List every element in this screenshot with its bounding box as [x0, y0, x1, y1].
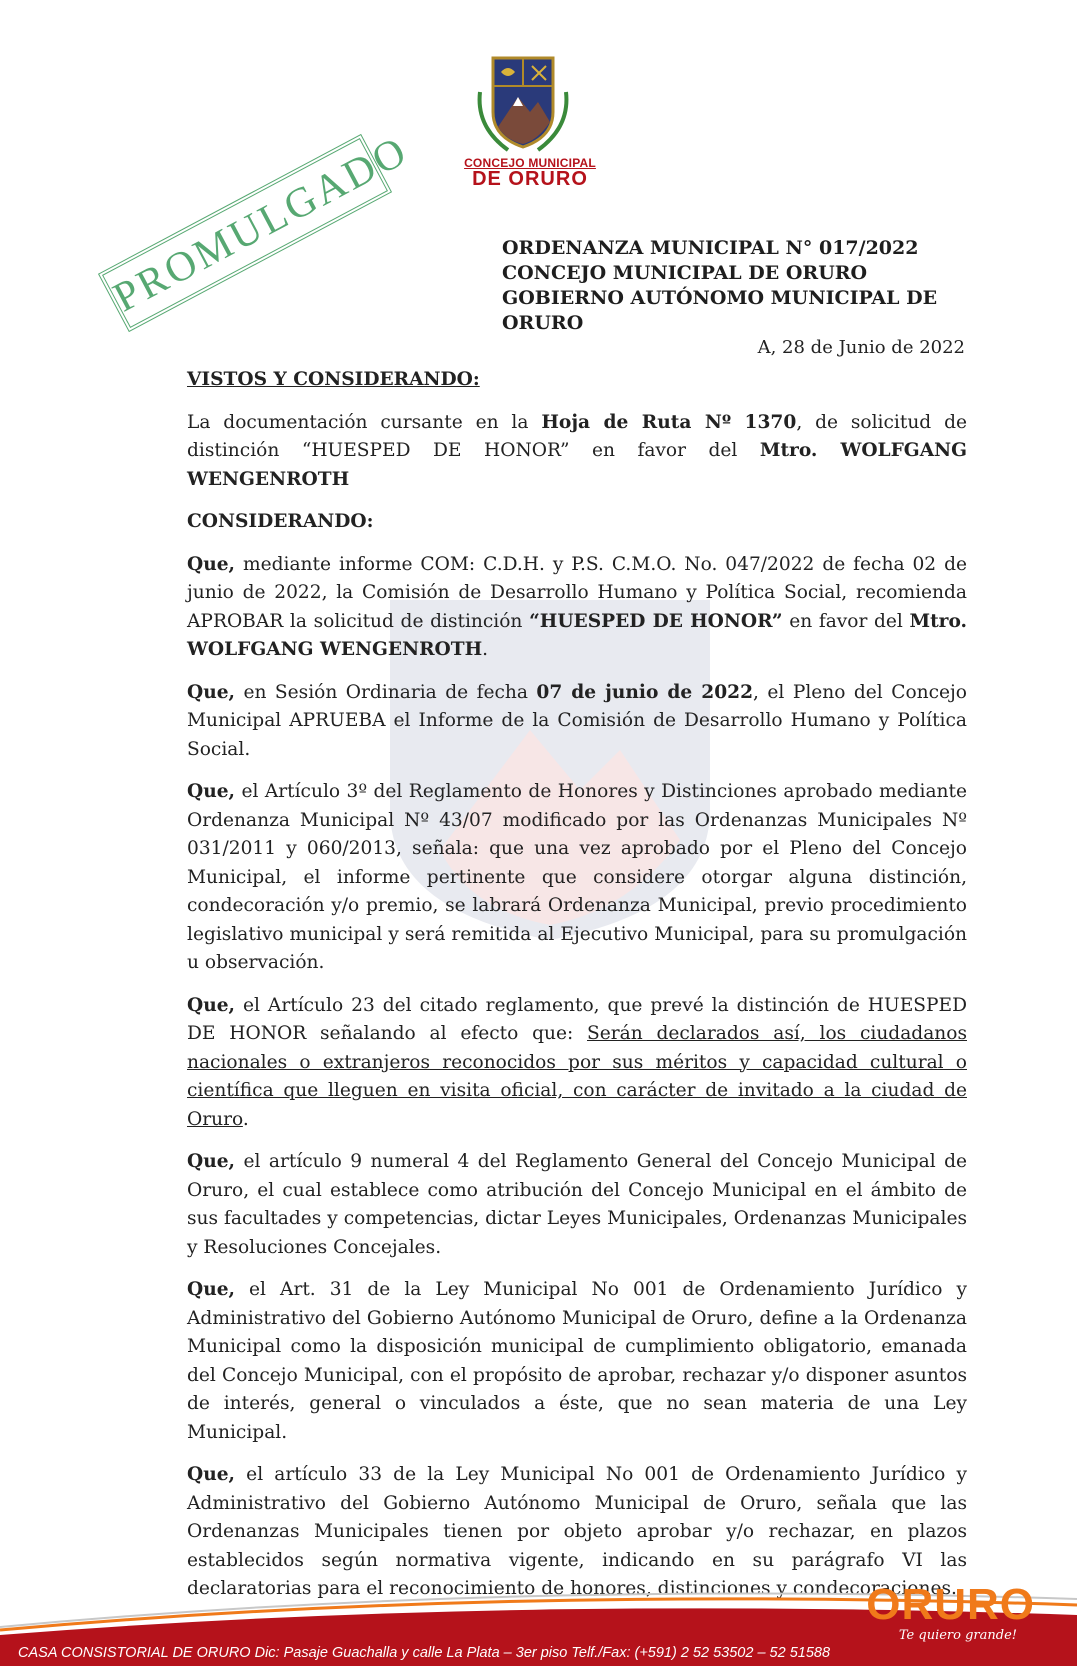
document-body [187, 366, 967, 1618]
bold-span: “HUESPED DE HONOR” [529, 610, 783, 632]
promulgado-stamp: PROMULGADO [98, 134, 392, 332]
paragraph-que-6 [187, 1276, 967, 1447]
underlined-quote: Serán declarados así, los ciudadanos nacionales o extranjeros reconocidos por sus méritos y capacidad cultural o científica que lleguen en visita oficial, con carácter de invitado a la ciudad de Oruro [187, 1023, 967, 1130]
lead-word: Que, [187, 1151, 236, 1172]
text-span: en favor del [782, 610, 910, 632]
text-span: el artículo 33 de la Ley Municipal No 001 de Ordenamiento Jurídico y Administrativo del Gobierno Autónomo Municipal de Oruro, señala que las Ordenanzas Municipales tienen por objeto aprobar y/o rechazar, en plazos establecidos según normativa vigente, indicando en su parágrafo VI las declaratorias para el reconocimiento de honores, distinciones y condecoraciones. [187, 1464, 967, 1599]
lead-word: Que, [187, 1464, 236, 1485]
paragraph-que-2 [187, 679, 967, 765]
text-span: en Sesión Ordinaria de fecha [235, 681, 537, 703]
lead-word: Que, [187, 994, 236, 1016]
bold-span: Mtro. WOLFGANG WENGENROTH [187, 610, 968, 660]
footer-oruro-logo: ORURO [866, 1580, 1035, 1629]
document-date: A, 28 de Junio de 2022 [757, 337, 965, 358]
paragraph-que-1 [187, 551, 967, 665]
text-span: La documentación cursante en la [187, 411, 542, 433]
text-span: . [242, 1108, 249, 1130]
municipal-crest-logo [468, 52, 578, 157]
footer-slogan: Te quiero grande! [898, 1628, 1017, 1643]
paragraph-que-3 [187, 778, 967, 978]
lead-word: Que, [187, 1279, 236, 1300]
footer-address: CASA CONSISTORIAL DE ORURO Dic: Pasaje Guachalla y calle La Plata – 3er piso Telf./Fax: (+591) 2 52 53502 – 52 51588 [18, 1645, 831, 1661]
text-span: mediante informe COM: C.D.H. y P.S. C.M.O. No. 047/2022 de fecha 02 de junio de 2022, la Comisión de Desarrollo Humano y Política Social, recomienda APROBAR la solicitud de distinción [187, 553, 967, 632]
text-span: , el Pleno del Concejo Municipal APRUEBA el Informe de la Comisión de Desarrollo Humano y Política Social. [187, 681, 967, 760]
text-span: , de solicitud de distinción “HUESPED DE HONOR” en favor del [187, 411, 967, 461]
paragraph-vistos [187, 409, 967, 495]
heading-line-government: GOBIERNO AUTÓNOMO MUNICIPAL DE ORURO [502, 287, 938, 334]
paragraph-que-5 [187, 1148, 967, 1262]
text-span: el Art. 31 de la Ley Municipal No 001 de Ordenamiento Jurídico y Administrativo del Gobierno Autónomo Municipal de Oruro, define a la Ordenanza Municipal como la disposición municipal de cumplimiento obligatorio, emanada del Concejo Municipal, con el propósito de aprobar, rechazar y/o disponer asuntos de interés, general o vinculados a éste, que no sean materia de una Ley Municipal. [187, 1279, 967, 1443]
bold-span: Mtro. WOLFGANG WENGENROTH [187, 440, 967, 490]
lead-word: Que, [187, 681, 236, 703]
section-vistos-heading: VISTOS Y CONSIDERANDO: [187, 369, 480, 390]
heading-line-ordinance: ORDENANZA MUNICIPAL N° 017/2022 [502, 237, 919, 259]
crest-caption-bottom: DE ORURO [472, 168, 588, 190]
crest-caption-top: CONCEJO MUNICIPAL [464, 156, 596, 170]
text-span: el Artículo 23 del citado reglamento, que prevé la distinción de HUESPED DE HONOR señalando al efecto que: [187, 994, 967, 1044]
heading-line-council: CONCEJO MUNICIPAL DE ORURO [502, 262, 868, 284]
text-span: el artículo 9 numeral 4 del Reglamento General del Concejo Municipal de Oruro, el cual establece como atribución del Concejo Municipal en el ámbito de sus facultades y competencias, dictar Leyes Municipales, Ordenanzas Municipales y Resoluciones Concejales. [187, 1151, 967, 1258]
text-span: . [482, 639, 489, 660]
lead-word: Que, [187, 781, 236, 802]
document-heading [502, 236, 982, 336]
section-considerando-heading: CONSIDERANDO: [187, 511, 374, 532]
lead-word: Que, [187, 553, 236, 575]
text-span: el Artículo 3º del Reglamento de Honores y Distinciones aprobado mediante Ordenanza Municipal Nº 43/07 modificado por las Ordenanzas Municipales Nº 031/2011 y 060/2013, señala: que una vez aprobado por el Pleno del Concejo Municipal, el informe pertinente que considere otorgar alguna distinción, condecoración y/o premio, se labrará Ordenanza Municipal, previo procedimiento legislativo municipal y será remitida al Ejecutivo Municipal, para su promulgación u observación. [187, 781, 967, 973]
paragraph-que-4 [187, 992, 967, 1135]
bold-span: Hoja de Ruta Nº 1370 [541, 411, 797, 433]
bold-span: 07 de junio de 2022 [536, 681, 754, 703]
